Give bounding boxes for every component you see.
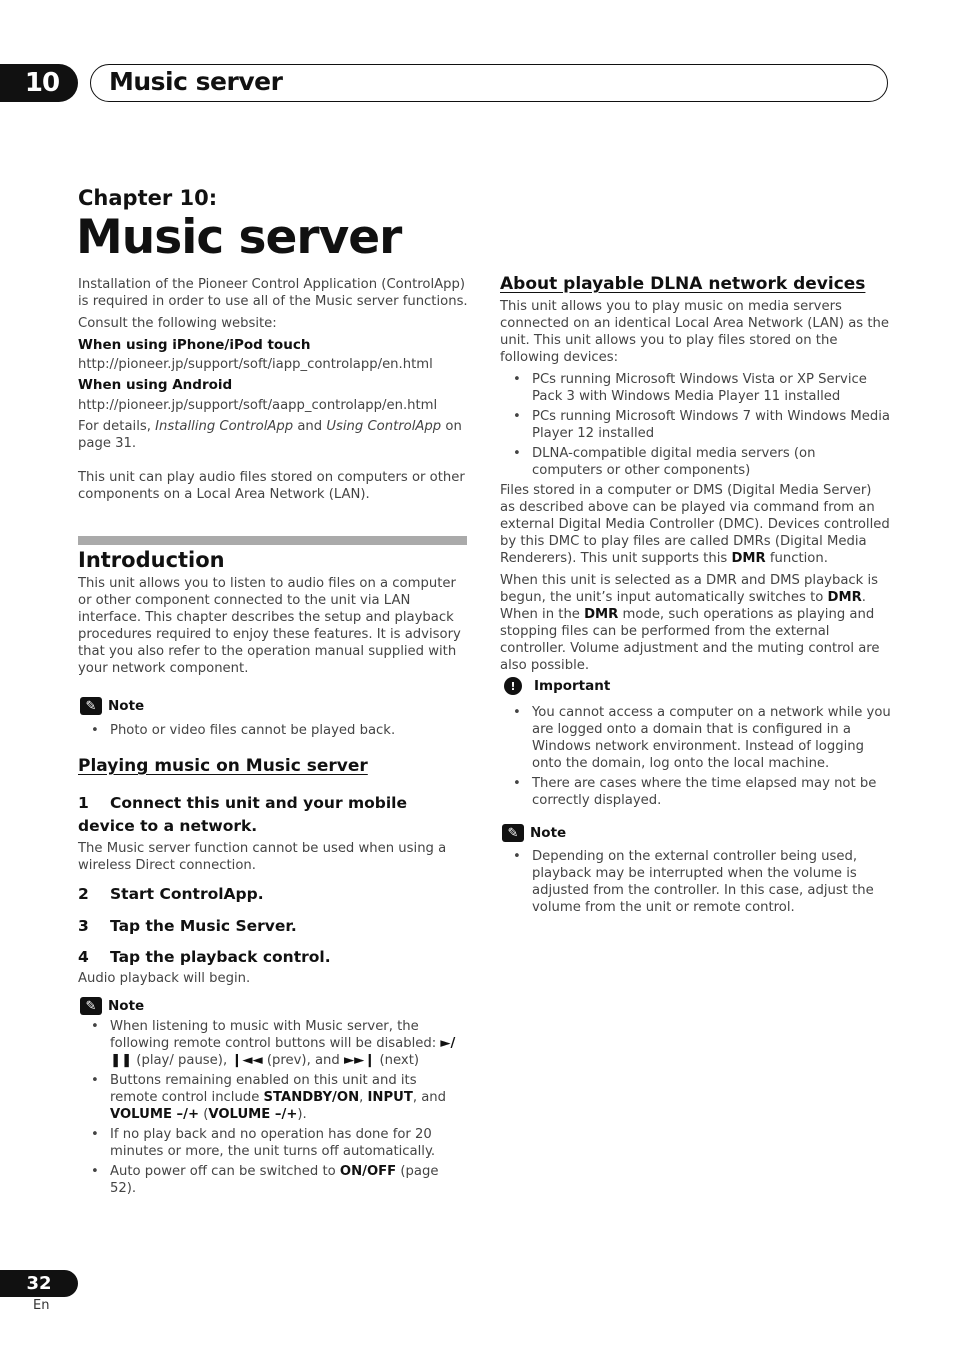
note-heading bbox=[80, 697, 470, 715]
android-url[interactable]: http://pioneer.jp/support/soft/aapp_controlapp/en.html bbox=[78, 398, 438, 413]
details-part: on page 31. bbox=[78, 419, 462, 451]
note-list bbox=[78, 722, 470, 739]
text: When this unit is selected as a DMR and DMS playback is begun, the unit’s input automatically switches to bbox=[500, 573, 879, 605]
page-number: 32 bbox=[26, 1273, 52, 1294]
note-box-1 bbox=[80, 697, 470, 742]
important-list bbox=[500, 704, 894, 809]
note-list bbox=[78, 1018, 468, 1197]
prev-icon: ❙◄◄ bbox=[231, 1053, 263, 1068]
button-name: VOLUME –/+ bbox=[110, 1107, 200, 1122]
dmr-paragraph bbox=[500, 572, 890, 674]
step-4-desc: Audio playback will begin. bbox=[78, 971, 251, 986]
step-number: 3 bbox=[78, 917, 89, 935]
page-title: Music server bbox=[76, 210, 402, 265]
text: (play/ pause), bbox=[132, 1053, 232, 1068]
note-list bbox=[500, 848, 892, 916]
pencil-note-icon: ✎ bbox=[502, 824, 524, 842]
text: . When in the bbox=[500, 590, 866, 622]
pencil-note-icon: ✎ bbox=[80, 697, 102, 715]
text: , and bbox=[412, 1090, 447, 1105]
important-box bbox=[504, 677, 894, 812]
note-label: Note bbox=[530, 825, 567, 841]
pencil-note-icon: ✎ bbox=[80, 997, 102, 1015]
important-icon: ! bbox=[504, 677, 522, 695]
step-3 bbox=[78, 915, 468, 938]
note-label: Note bbox=[108, 698, 145, 714]
text: ). bbox=[297, 1107, 307, 1122]
list-item: • Photo or video files cannot be played back. bbox=[78, 722, 470, 739]
text: ( bbox=[199, 1107, 209, 1122]
list-item: • Depending on the external controller being used, playback may be interrupted when the volume is adjusted from the controller. In this case, adjust the volume from the unit or remote control. bbox=[500, 848, 892, 916]
note-box-2 bbox=[80, 997, 470, 1200]
important-heading bbox=[504, 677, 894, 695]
next-icon: ►►❙ bbox=[343, 1053, 376, 1068]
list-item: • If no play back and no operation has done for 20 minutes or more, the unit turns off automatically. bbox=[78, 1126, 468, 1160]
android-label: When using Android bbox=[78, 377, 233, 393]
list-item: • DLNA-compatible digital media servers (on computers or other components) bbox=[500, 445, 890, 479]
dmr-term: DMR bbox=[584, 607, 619, 622]
step-2 bbox=[78, 883, 468, 906]
button-name: VOLUME –/+ bbox=[208, 1107, 298, 1122]
text: , bbox=[359, 1090, 368, 1105]
list-item: • There are cases where the time elapsed may not be correctly displayed. bbox=[500, 775, 894, 809]
step-1 bbox=[78, 792, 468, 838]
list-item: • PCs running Microsoft Windows 7 with Windows Media Player 12 installed bbox=[500, 408, 890, 442]
section-divider-bar bbox=[78, 536, 467, 545]
chapter-number: 10 bbox=[24, 68, 60, 98]
iphone-label: When using iPhone/iPod touch bbox=[78, 337, 311, 353]
note-label: Note bbox=[108, 998, 145, 1014]
step-number: 1 bbox=[78, 794, 89, 812]
dlna-section bbox=[500, 274, 890, 674]
step-text: Tap the Music Server. bbox=[110, 917, 297, 935]
list-item: • You cannot access a computer on a network while you are logged onto a domain that is configured in a Windows network environment. Instead of logging onto the domain, log onto the local machine. bbox=[500, 704, 894, 772]
details-link-using: Using ControlApp bbox=[326, 419, 442, 434]
setting-name: ON bbox=[339, 1164, 363, 1179]
step-1-desc: The Music server function cannot be used when using a wireless Direct connection. bbox=[78, 841, 447, 873]
files-paragraph bbox=[500, 482, 890, 567]
play-pause-icon: ►/❚❚ bbox=[110, 1036, 456, 1068]
introduction-section bbox=[78, 548, 468, 677]
chapter-label: Chapter 10: bbox=[78, 186, 218, 210]
consult-text: Consult the following website: bbox=[78, 316, 277, 331]
list-item bbox=[78, 1163, 468, 1197]
details-part: For details, bbox=[78, 419, 156, 434]
text: Buttons remaining enabled on this unit and its remote control include bbox=[110, 1073, 417, 1105]
dmr-term: DMR bbox=[731, 551, 766, 566]
button-name: STANDBY/ON bbox=[263, 1090, 360, 1105]
list-item: • PCs running Microsoft Windows Vista or XP Service Pack 3 with Windows Media Player 11 installed bbox=[500, 371, 890, 405]
text: mode, such operations as playing and stopping files can be performed from the external controller. Volume adjustment and the muting control are also possible. bbox=[500, 607, 880, 673]
text: When listening to music with Music server, the following remote control buttons will be disabled: bbox=[110, 1019, 441, 1051]
list-item bbox=[78, 1018, 468, 1069]
playing-section bbox=[78, 756, 468, 776]
step-text: Connect this unit and your mobile device to a network. bbox=[78, 794, 408, 835]
text: / bbox=[362, 1164, 367, 1179]
step-text: Start ControlApp. bbox=[110, 885, 264, 903]
important-label: Important bbox=[534, 678, 611, 694]
introduction-paragraph: This unit allows you to listen to audio files on a computer or other component connected to the unit via LAN interface. This chapter describes the setup and playback procedures required to enjoy these features. It is advisory that you also refer to the operation manual supplied with your network component. bbox=[78, 576, 461, 676]
playing-heading: Playing music on Music server bbox=[78, 756, 368, 776]
iphone-url[interactable]: http://pioneer.jp/support/soft/iapp_controlapp/en.html bbox=[78, 357, 433, 372]
text: Files stored in a computer or DMS (Digital Media Server) as described above can be played via command from an external Digital Media Controller (DMC). Devices controlled by this DMC to play files are called DMRs (Digital Media Renderers). This unit supports this bbox=[500, 483, 890, 566]
step-text: Tap the playback control. bbox=[110, 948, 331, 966]
dlna-device-list bbox=[500, 371, 890, 479]
text: function. bbox=[765, 551, 828, 566]
details-text bbox=[78, 418, 468, 452]
chapter-title-bar bbox=[90, 64, 888, 102]
step-number: 4 bbox=[78, 948, 89, 966]
page-number-tab bbox=[0, 1270, 78, 1297]
text: (page 52). bbox=[110, 1164, 439, 1196]
dmr-term: DMR bbox=[827, 590, 862, 605]
text: Auto power off can be switched to bbox=[110, 1164, 340, 1179]
note-box-3 bbox=[502, 824, 892, 919]
text: (prev), and bbox=[262, 1053, 344, 1068]
details-link-installing: Installing ControlApp bbox=[155, 419, 294, 434]
note-heading bbox=[502, 824, 892, 842]
introduction-heading: Introduction bbox=[78, 548, 225, 572]
language-label: En bbox=[33, 1298, 50, 1313]
lan-paragraph: This unit can play audio files stored on computers or other components on a Local Area Network (LAN). bbox=[78, 470, 465, 502]
chapter-title: Music server bbox=[109, 67, 283, 96]
text: (next) bbox=[375, 1053, 420, 1068]
details-part: and bbox=[293, 419, 327, 434]
setting-name: OFF bbox=[366, 1164, 397, 1179]
chapter-number-tab bbox=[0, 64, 78, 102]
step-number: 2 bbox=[78, 885, 89, 903]
dlna-heading: About playable DLNA network devices bbox=[500, 274, 866, 294]
dlna-paragraph: This unit allows you to play music on media servers connected on an identical Local Area Network (LAN) as the unit. This unit allows you to play files stored on the following devices: bbox=[500, 299, 889, 365]
step-4 bbox=[78, 946, 468, 969]
note-heading bbox=[80, 997, 470, 1015]
intro-paragraph: Installation of the Pioneer Control Application (ControlApp) is required in order to use all of the Music server functions. bbox=[78, 277, 468, 309]
button-name: INPUT bbox=[367, 1090, 413, 1105]
list-item bbox=[78, 1072, 468, 1123]
